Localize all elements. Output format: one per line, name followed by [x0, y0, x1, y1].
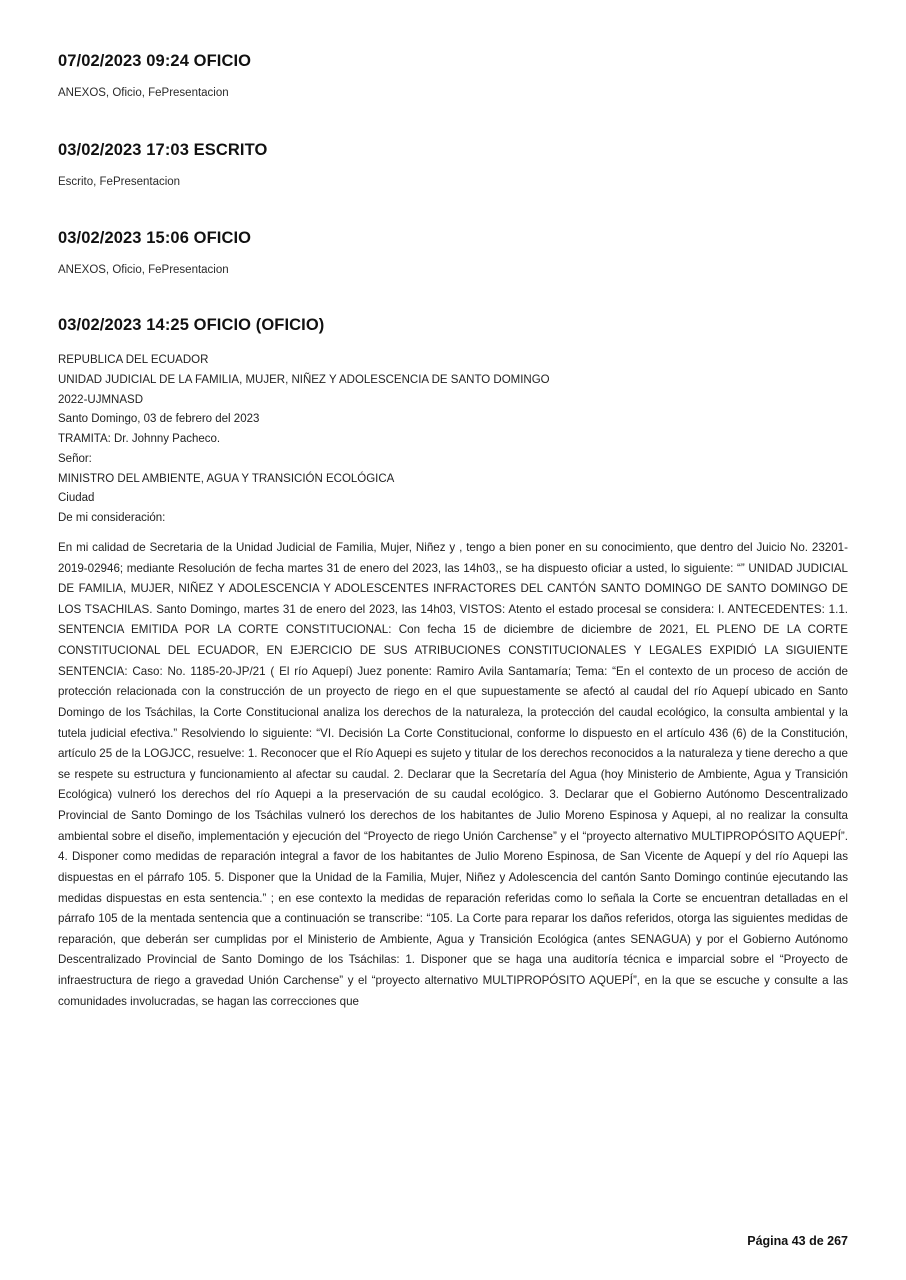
official-letter-body	[58, 351, 848, 1012]
letter-header-line: 2022-UJMNASD	[58, 393, 143, 406]
log-entry-subtitle: ANEXOS, Oficio, FePresentacion	[58, 86, 229, 99]
log-entry-heading: 07/02/2023 09:24 OFICIO	[58, 52, 252, 70]
log-entry-subtitle: ANEXOS, Oficio, FePresentacion	[58, 264, 229, 277]
letter-header-line: Señor:	[58, 452, 92, 465]
spacer	[58, 101, 848, 141]
letter-paragraph: En mi calidad de Secretaria de la Unidad Judicial de Familia, Mujer, Niñez y , tengo a bien poner en su conocimiento, que dentro del Juicio No. 23201-2019-02946; mediante Resolución de fecha martes 31 de enero del 2023, las 14h03,, se ha dispuesto oficiar a usted, lo siguiente: “” UNIDAD JUDICIAL DE FAMILIA, MUJER, NIÑEZ Y ADOLESCENCIA Y ADOLESCENTES INFRACTORES DEL CANTÓN SANTO DOMINGO DE SANTO DOMINGO DE LOS TSACHILAS. Santo Domingo, martes 31 de enero del 2023, las 14h03, VISTOS: Atento el estado procesal se considera: I. ANTECEDENTES: 1.1. SENTENCIA EMITIDA POR LA CORTE CONSTITUCIONAL: Con fecha 15 de diciembre de diciembre de 2021, EL PLENO DE LA CORTE CONSTITUCIONAL DEL ECUADOR, EN EJERCICIO DE SUS ATRIBUCIONES CONSTITUCIONALES Y LEGALES EXPIDIÓ LA SIGUIENTE SENTENCIA: Caso: No. 1185-20-JP/21 ( El río Aquepí) Juez ponente: Ramiro Avila Santamaría; Tema: “En el contexto de un proceso de acción de protección relacionada con la construcción de un proyecto de riego en el que supuestamente se afectó al caudal del río Aquepí ubicado en Santo Domingo de los Tsáchilas, la Corte Constitucional analiza los derechos de la naturaleza, la protección del caudal ecológico, la consulta ambiental y la tutela judicial efectiva.” Resolviendo lo siguiente: “VI. Decisión La Corte Constitucional, conforme lo dispuesto en el artículo 436 (6) de la Constitución, artículo 25 de la LOGJCC, resuelve: 1. Reconocer que el Río Aquepi es sujeto y titular de los derechos reconocidos a la naturaleza y tiene derecho a que se respete su estructura y funcionamiento al afectar su caudal. 2. Declarar que la Secretaría del Agua (hoy Ministerio de Ambiente, Agua y Transición Ecológica) vulneró los derechos del río Aquepi a la preservación de su caudal ecológico. 3. Declarar que el Gobierno Autónomo Descentralizado Provincial de Santo Domingo de los Tsáchilas vulneró los derechos de los habitantes de Julio Moreno Espinosa y Aquepi, al no realizar la consulta ambiental sobre el diseño, implementación y ejecución del “Proyecto de riego Unión Carchense” y el “proyecto alternativo MULTIPROPÓSITO AQUEPÍ”. 4. Disponer como medidas de reparación integral a favor de los habitantes de Julio Moreno Espinosa, de San Vicente de Aquepí y del río Aquepi las dispuestas en el párrafo 105. 5. Disponer que la Unidad de la Familia, Mujer, Niñez y Adolescencia del cantón Santo Domingo continúe ejecutando las medidas dispuestas en esta sentencia.” ; en ese contexto la medidas de reparación referidas como lo señala la Corte se encuentran detalladas en el párrafo 105 de la mentada sentencia que a continuación se transcribe: “105. La Corte para reparar los daños referidos, otorga las siguientes medidas de reparación, que deberán ser cumplidas por el Ministerio de Ambiente, Agua y Transición Ecológica (antes SENAGUA) y por el Gobierno Autónomo Descentralizado Provincial de Santo Domingo de los Tsáchilas: 1. Disponer que se haga una auditoría técnica e imparcial sobre el “Proyecto de infraestructura de riego a gravedad Unión Carchense” y el “proyecto alternativo MULTIPROPÓSITO AQUEPÍ”, en la que se escuche y consulte a las comunidades involucradas, se hagan las correcciones que	[58, 540, 848, 1008]
log-entry-heading: 03/02/2023 15:06 OFICIO	[58, 229, 252, 248]
letter-header-line: Ciudad	[58, 492, 95, 505]
log-entry-main	[58, 316, 848, 1012]
spacer	[58, 189, 848, 229]
log-entry-heading: 03/02/2023 14:25 OFICIO (OFICIO)	[58, 316, 325, 335]
log-entry-2	[58, 141, 848, 190]
letter-header-line: UNIDAD JUDICIAL DE LA FAMILIA, MUJER, NIÑEZ Y ADOLESCENCIA DE SANTO DOMINGO	[58, 373, 550, 386]
letter-header-line: De mi consideración:	[58, 512, 166, 525]
letter-header-line: MINISTRO DEL AMBIENTE, AGUA Y TRANSICIÓN ECOLÓGICA	[58, 472, 395, 485]
spacer	[58, 278, 848, 316]
log-entry-1	[58, 52, 848, 101]
log-entry-subtitle: Escrito, FePresentacion	[58, 175, 181, 188]
letter-header-line: TRAMITA: Dr. Johnny Pacheco.	[58, 433, 221, 446]
letter-header-line: Santo Domingo, 03 de febrero del 2023	[58, 413, 260, 426]
log-entry-3	[58, 229, 848, 278]
log-entry-heading: 03/02/2023 17:03 ESCRITO	[58, 140, 268, 159]
letter-header-line: REPUBLICA DEL ECUADOR	[58, 354, 209, 366]
page-number: Página 43 de 267	[747, 1234, 848, 1248]
